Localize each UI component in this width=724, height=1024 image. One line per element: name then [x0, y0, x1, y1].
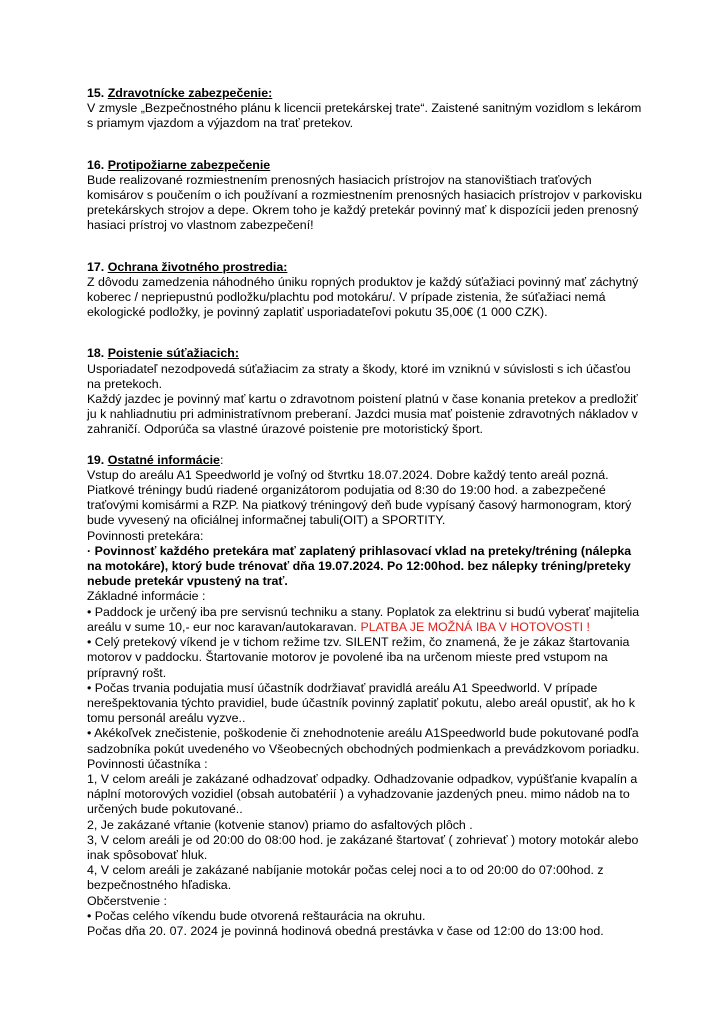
section-19-title: Ostatné informácie — [107, 452, 220, 467]
participant-duty-4: 4, V celom areáli je zakázané nabíjanie motokár počas celej noci a to od 20:00 do 07:00hod. z bezpečnostného hľadiska. — [87, 863, 604, 893]
basic-info-label: Základné informácie : — [87, 589, 206, 604]
racer-duties-label: Povinnosti pretekára: — [87, 528, 204, 543]
section-15-body: V zmysle „Bezpečnostného plánu k licencii pretekárskej trate“. Zaistené sanitným vozidlom s lekárom s priamym vjazdom a výjazdom na trať pretekov. — [87, 101, 642, 131]
section-19-heading — [87, 453, 647, 468]
section-18-paragraph-1: Usporiadateľ nezodpovedá súťažiacim za straty a škody, ktoré im vzniknú v súvislosti s ich účasťou na pretekoch. — [87, 361, 631, 391]
section-16-title: Protipožiarne zabezpečenie — [107, 157, 271, 172]
section-16-body: Bude realizované rozmiestnením prenosných hasiacich prístrojov na stanovištiach traťových komisárov s poučením o ich používaní a rozmiestnením prenosných hasiacich prístrojov v parkovisku pretekárskych strojov a depe. Okrem toho je každý pretekár povinný mať k dispozícii jeden prenosný hasiaci prístroj vo vlastnom zabezpečení! — [87, 172, 643, 233]
section-17-title: Ochrana životného prostredia: — [107, 259, 288, 274]
section-18-paragraph-2: Každý jazdec je povinný mať kartu o zdravotnom poistení platnú v čase konania pretekov a predložiť ju k nahliadnutiu pri administratívnom preberaní. Jazdci musia mať poistenie zdravotných nákladov v zahraničí. Odporúča sa vlastné úrazové poistenie pre motoristický šport. — [87, 392, 638, 437]
participant-duty-3: 3, V celom areáli je od 20:00 do 08:00 hod. je zakázané štartovať ( zohrievať ) motory motokár alebo inak spôsobovať hluk. — [87, 832, 639, 862]
section-18-number: 18. — [87, 346, 105, 361]
section-19-colon: : — [219, 452, 224, 467]
section-19 — [87, 453, 647, 940]
document-content — [87, 86, 647, 939]
section-18 — [87, 346, 647, 437]
participant-duty-1: 1, V celom areáli je zakázané odhadzovať odpadky. Odhadzovanie odpadkov, vypúšťanie kvapalín a náplní motorových vozidiel (obsah autobatérií ) a vyhadzovanie jazdených pneu. mimo nádob na to určených bude pokutované.. — [87, 771, 638, 817]
section-18-heading — [87, 346, 647, 361]
section-19-intro: Vstup do areálu A1 Speedworld je voľný od štvrtku 18.07.2024. Dobre každý tento areál pozná. Piatkové tréningy budú riadené organizátorom podujatia od 8:30 do 19:00 hod. a zabezpečené traťovými komisármi a RZP. Na piatkový tréningový deň bude vypísaný časový harmonogram, ktorý bude vyvesený na oficiálnej informačnej tabuli(OIT) a SPORTITY. — [87, 467, 632, 528]
section-16-heading — [87, 158, 647, 173]
section-17-body: Z dôvodu zamedzenia náhodného úniku ropných produktov je každý súťažiaci povinný mať záchytný koberec / nepriepustnú podložku/plachtu pod motokáru/. V prípade zistenia, že súťažiaci nemá ekologické podložky, je povinný zaplatiť usporiadateľovi pokutu 35,00€ (1 000 CZK). — [87, 274, 639, 320]
participant-duty-2: 2, Je zakázané vŕtanie (kotvenie stanov) priamo do asfaltových plôch . — [87, 817, 473, 832]
basic-info-bullet-paddock — [87, 605, 647, 635]
section-15-heading — [87, 86, 647, 101]
section-16 — [87, 158, 647, 234]
basic-info-bullet-rules: • Počas trvania podujatia musí účastník dodržiavať pravidlá areálu A1 Speedworld. V prípade nerešpektovania týchto pravidiel, bude účastník povinný zaplatiť pokutu, alebo areál opustiť, ak ho k tomu personál areálu vyzve.. — [87, 680, 635, 726]
paddock-text: • Paddock je určený iba pre servisnú techniku a stany. Poplatok za elektrinu si budú vyberať majitelia areálu v sume 10,- eur noc karavan/autokaravan. — [87, 604, 640, 634]
section-15-title: Zdravotnícke zabezpečenie: — [107, 86, 273, 100]
basic-info-bullet-damage: • Akékoľvek znečistenie, poškodenie či znehodnotenie areálu A1Speedworld bude pokutované podľa sadzobníka pokút uvedeného vo Všeobecných obchodných podmienkach a prevádzkovom poriadku. — [87, 726, 640, 756]
section-15-number: 15. — [87, 86, 105, 100]
section-16-number: 16. — [87, 157, 105, 172]
racer-duty-entry-fee: · Povinnosť každého pretekára mať zaplatený prihlasovací vklad na preteky/tréning (nálepka na motokáre), ktorý bude trénovať dňa 19.07.2024. Po 12:00hod. bez nálepky tréning/preteky nebude pretekár vpustený na trať. — [87, 543, 632, 589]
cash-only-warning: PLATBA JE MOŽNÁ IBA V HOTOVOSTI ! — [360, 619, 590, 634]
refreshments-bullet: • Počas celého víkendu bude otvorená reštaurácia na okruhu. — [87, 908, 426, 923]
refreshments-label: Občerstvenie : — [87, 893, 167, 908]
lunch-break-note: Počas dňa 20. 07. 2024 je povinná hodinová obedná prestávka v čase od 12:00 do 13:00 hod. — [87, 923, 604, 938]
section-19-number: 19. — [87, 452, 105, 467]
section-15 — [87, 86, 647, 132]
section-17-number: 17. — [87, 259, 105, 274]
basic-info-bullet-silent: • Celý pretekový víkend je v tichom režime tzv. SILENT režim, čo znamená, že je zákaz štartovania motorov v paddocku. Štartovanie motorov je povolené iba na určenom mieste pred vstupom na prípravný rošt. — [87, 635, 630, 680]
section-17-heading — [87, 260, 647, 275]
participant-duties-label: Povinnosti účastníka : — [87, 756, 208, 771]
section-18-title: Poistenie súťažiacich: — [107, 346, 239, 361]
section-17 — [87, 260, 647, 321]
